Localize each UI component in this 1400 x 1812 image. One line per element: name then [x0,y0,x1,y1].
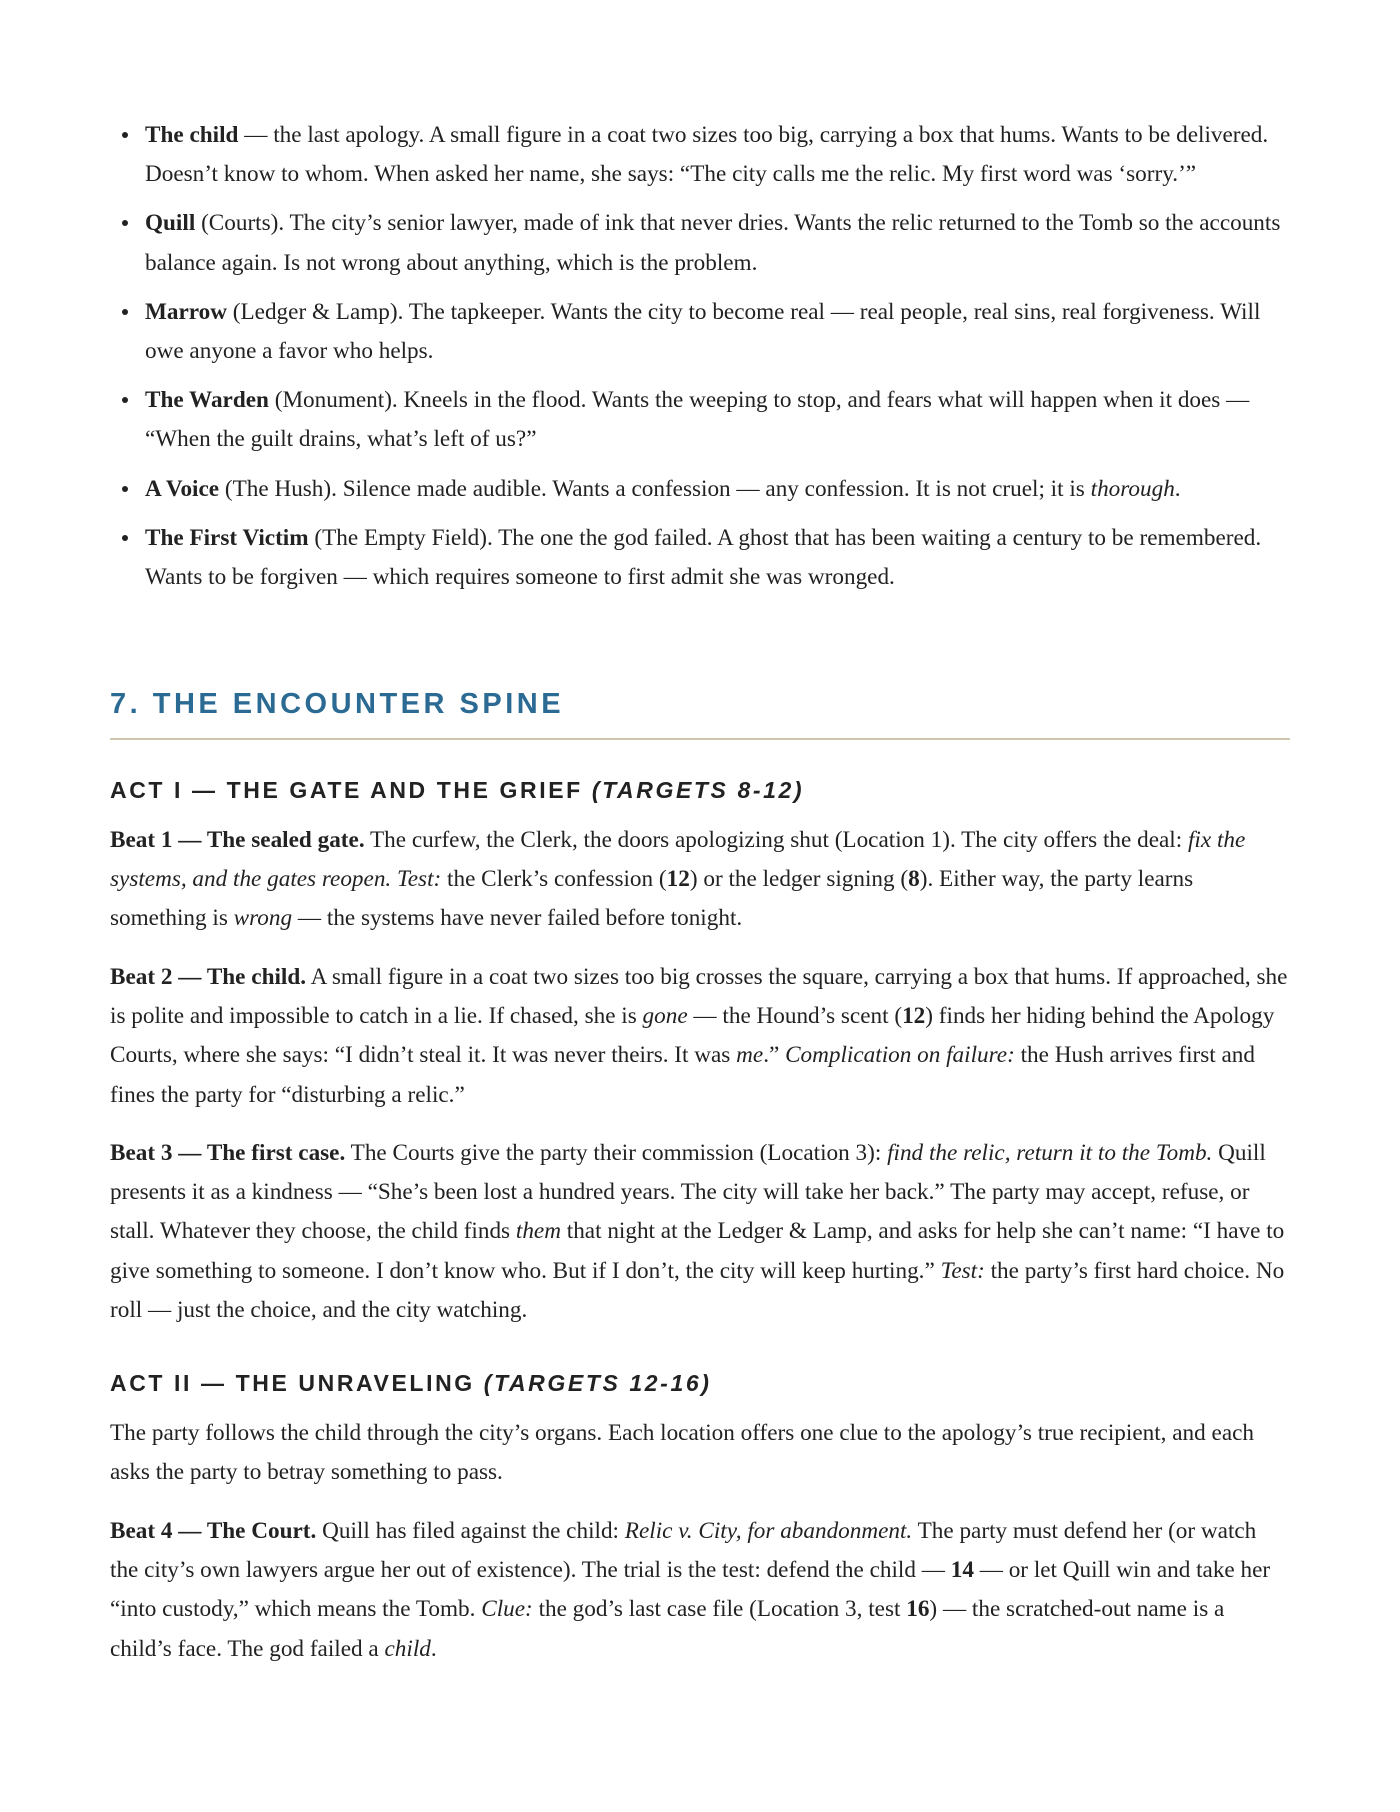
act-title: ACT II — THE UNRAVELING [110,1370,484,1396]
beat-label: Beat 3 — The first case. [110,1140,346,1166]
beat-text: that night at the Ledger & Lamp, and asks for help she can’t name: “I have to give something to someone. I don’t know who. But if I don’t, the city will keep hurting.” [110,1218,1285,1284]
npc-list [110,116,1290,607]
beat-text: the Clerk’s confession ( [441,866,667,893]
npc-description-end: . [1174,475,1181,502]
beat-text: . [430,1635,437,1662]
act-targets: (TARGETS 8-12) [591,777,805,803]
emphasis: me [736,1042,764,1069]
emphasis: Relic v. City, for abandonment. [624,1518,913,1544]
emphasis: thorough [1090,475,1175,502]
list-item [110,381,1290,459]
npc-name: The First Victim [145,524,309,551]
beat-label: Beat 4 — The Court. [110,1518,317,1544]
section-divider [110,738,1290,740]
npc-description: (The Empty Field). The one the god failed. A ghost that has been waiting a century to be remembered. Wants to be forgiven — which requires someone to first admit she was wronged. [145,524,1262,591]
beat-text: ) finds her hiding behind the Apology Courts, where she says: “I didn’t steal it. It was never theirs. It was [110,1003,1275,1069]
list-item [110,470,1290,509]
beat-text: ) or the ledger signing ( [689,866,909,893]
act-intro: The party follows the child through the city’s organs. Each location offers one clue to the apology’s true recipient, and each asks the party to betray something to pass. [110,1420,1254,1486]
list-item [110,519,1290,597]
beat-text: The Courts give the party their commission (Location 3): [345,1140,888,1166]
beat-label: Beat 2 — The child. [110,964,307,990]
bullet-icon [122,220,128,226]
beat-text: ) — the scratched-out name is a child’s face. The god failed a [110,1596,1225,1662]
npc-name: Marrow [145,298,227,325]
beat-text: — the Hound’s scent ( [687,1003,903,1030]
list-item [110,116,1290,194]
bullet-icon [122,397,128,403]
list-item [110,204,1290,282]
bullet-icon [122,309,128,315]
beat-text: The curfew, the Clerk, the doors apologizing shut (Location 1). The city offers the deal: [364,827,1188,853]
beat-paragraph [110,958,1290,1115]
emphasis: child [384,1635,431,1662]
act-targets: (TARGETS 12-16) [483,1370,712,1396]
emphasis: them [515,1218,561,1245]
emphasis: wrong [233,905,293,932]
act-heading [110,1369,711,1397]
npc-description: (The Hush). Silence made audible. Wants a confession — any confession. It is not cruel; it is [219,475,1091,502]
beat-text: Quill presents it as a kindness — “She’s been lost a hundred years. The city will take her back.” The party may accept, refuse, or stall. Whatever they choose, the child finds [110,1140,1266,1245]
beat-text: — or let Quill win and take her “into custody,” which means the Tomb. [110,1557,1271,1623]
npc-name: The Warden [145,387,269,414]
npc-description: (Monument). Kneels in the flood. Wants the weeping to stop, and fears what will happen when it does — “When the guilt drains, what’s left of us?” [145,387,1250,453]
emphasis: Test: [940,1257,985,1284]
npc-name: A Voice [145,475,220,502]
beat-text: the party’s first hard choice. No roll — just the choice, and the city watching. [110,1257,1285,1323]
target-number: 12 [666,866,690,893]
beat-paragraph [110,821,1290,939]
bullet-icon [122,486,128,492]
emphasis: find the relic, return it to the Tomb. [887,1140,1213,1166]
target-number: 16 [906,1596,930,1623]
npc-name: The child [145,122,239,148]
beat-text: the god’s last case file (Location 3, test [532,1596,907,1623]
act-heading [110,776,804,804]
beat-text: — the systems have never failed before tonight. [292,905,743,932]
target-number: 8 [908,866,920,893]
beat-text: A small figure in a coat two sizes too big crosses the square, carrying a box that hums. If approached, she is polite and impossible to catch in a lie. If chased, she is [110,964,1288,1030]
emphasis: Complication on failure: [785,1042,1015,1069]
npc-description: (Ledger & Lamp). The tapkeeper. Wants the city to become real — real people, real sins, real forgiveness. Will owe anyone a favor who helps. [145,298,1261,365]
beat-label: Beat 1 — The sealed gate. [110,827,365,853]
bullet-icon [122,535,128,541]
emphasis: Clue: [481,1596,533,1623]
act-title: ACT I — THE GATE AND THE GRIEF [110,777,592,803]
beat-text: the Hush arrives first and fines the party for “disturbing a relic.” [110,1042,1255,1108]
bullet-icon [122,132,128,138]
section-title: 7. THE ENCOUNTER SPINE [110,688,565,720]
emphasis: fix the systems, and the gates reopen. Test: [110,827,1246,893]
target-number: 12 [902,1003,926,1030]
npc-description: (Courts). The city’s senior lawyer, made of ink that never dries. Wants the relic returned to the Tomb so the accounts balance again. Is not wrong about anything, which is the problem. [145,210,1281,276]
target-number: 14 [950,1557,974,1584]
list-item [110,293,1290,371]
beat-text: The party must defend her (or watch the city’s own lawyers argue her out of existence). The trial is the test: defend the child — [110,1518,1257,1584]
emphasis: gone [642,1003,688,1030]
beat-text: Quill has filed against the child: [316,1518,625,1544]
beat-paragraph [110,1512,1290,1669]
npc-name: Quill [145,210,196,237]
beat-text: .” [763,1042,786,1069]
npc-description: — the last apology. A small figure in a coat two sizes too big, carrying a box that hums. Wants to be delivered. Doesn’t know to whom. When asked her name, she says: “The city calls me the relic. My first word was ‘sorry.’” [145,122,1269,188]
beat-text: ). Either way, the party learns something is [110,866,1194,932]
beat-paragraph [110,1134,1290,1330]
